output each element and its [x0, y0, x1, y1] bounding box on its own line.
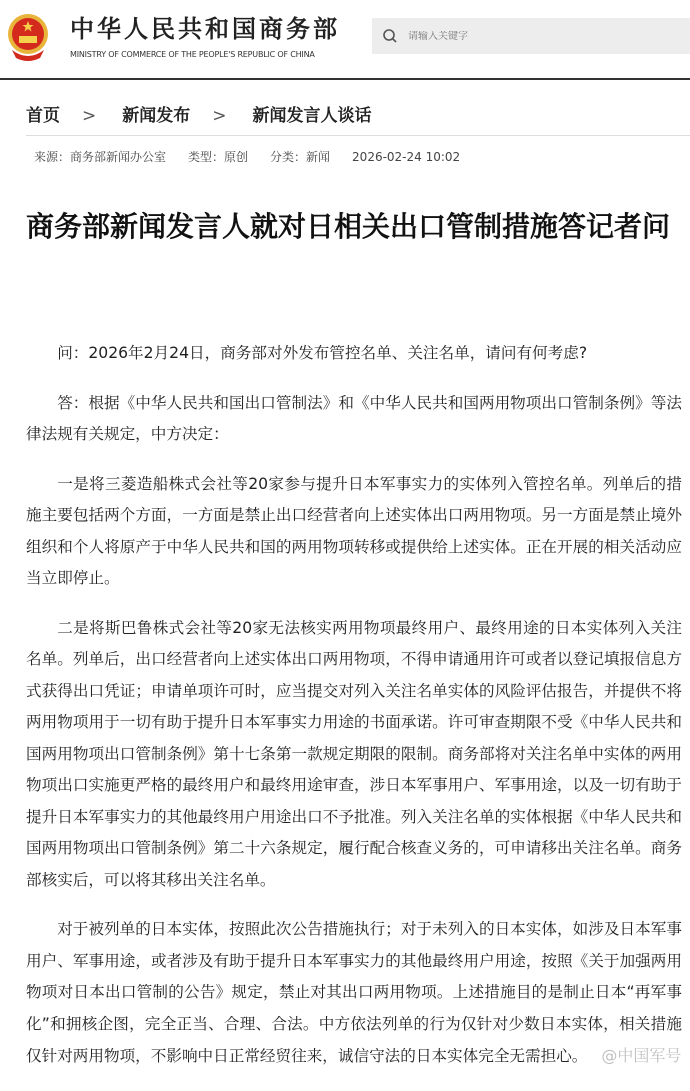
- meta-source: 来源：商务部新闻办公室: [34, 150, 167, 164]
- chevron-right-icon: >: [82, 106, 97, 126]
- search-icon[interactable]: [382, 28, 398, 44]
- site-name: 中华人民共和国商务部: [70, 15, 340, 43]
- paragraph-other-entities-wrap: [26, 914, 682, 1073]
- chevron-right-icon: >: [212, 106, 227, 126]
- paragraph-answer: 答：根据《中华人民共和国出口管制法》和《中华人民共和国两用物项出口管制条例》等法律法规有关规定，中方决定：: [26, 393, 682, 443]
- article-body: [26, 338, 682, 1091]
- search-box[interactable]: [372, 18, 690, 54]
- site-header: [0, 0, 690, 80]
- article-title: 商务部新闻发言人就对日相关出口管制措施答记者问: [26, 210, 671, 243]
- paragraph-control-list: 一是将三菱造船株式会社等20家参与提升日本军事实力的实体列入管控名单。列单后的措施主要包括两个方面，一方面是禁止出口经营者向上述实体出口两用物项。另一方面是禁止境外组织和个人将原产于中华人民共和国的两用物项转移或提供给上述实体。正在开展的相关活动应当立即停止。: [26, 474, 682, 587]
- article-meta: [34, 149, 460, 165]
- breadcrumb-spokesperson[interactable]: 新闻发言人谈话: [252, 106, 372, 126]
- paragraph-watch-list: 二是将斯巴鲁株式会社等20家无法核实两用物项最终用户、最终用途的日本实体列入关注名单。列单后，出口经营者向上述实体出口两用物项，不得申请通用许可或者以登记填报信息方式获得出口凭证；申请单项许可时，应当提交对列入关注名单实体的风险评估报告，并提供不将两用物项用于一切有助于提升日本军事实力用途的书面承诺。许可审查期限不受《中华人民共和国两用物项出口管制条例》第十七条第一款规定期限的限制。商务部将对关注名单中实体的两用物项出口实施更严格的最终用户和最终用途审查，涉日本军事用户、军事用途，以及一切有助于提升日本军事实力的其他最终用户用途出口不予批准。列入关注名单的实体根据《中华人民共和国两用物项出口管制条例》第二十六条规定，履行配合核查义务的，可申请移出关注名单。商务部核实后，可以将其移出关注名单。: [26, 618, 682, 889]
- breadcrumb-home[interactable]: 首页: [26, 106, 60, 126]
- breadcrumb-news-release[interactable]: 新闻发布: [122, 106, 191, 126]
- paragraph-other-entities: 对于被列单的日本实体，按照此次公告措施执行；对于未列入的日本实体，如涉及日本军事用户、军事用途，或者涉及有助于提升日本军事实力的其他最终用户用途，按照《关于加强两用物项对日本出口管制的公告》规定，禁止对其出口两用物项。上述措施目的是制止日本“再军事化”和拥核企图，完全正当、合理、合法。中方依法列单的行为仅针对少数日本实体，相关措施仅针对两用物项，不影响中日正常经贸往来，诚信守法的日本实体完全无需担心。: [26, 920, 682, 1065]
- paragraph-question: 问：2026年2月24日，商务部对外发布管控名单、关注名单，请问有何考虑?: [57, 344, 588, 362]
- watermark: @中国军号: [601, 1046, 682, 1065]
- search-input[interactable]: [408, 31, 658, 42]
- meta-datetime: 2026-02-24 10:02: [352, 150, 461, 164]
- meta-type: 类型：原创: [188, 150, 249, 164]
- breadcrumb: [26, 104, 690, 136]
- site-name-en: MINISTRY OF COMMERCE OF THE PEOPLE'S REPUBLIC OF CHINA: [70, 50, 315, 59]
- national-emblem-logo[interactable]: [6, 12, 50, 62]
- meta-category: 分类：新闻: [270, 150, 331, 164]
